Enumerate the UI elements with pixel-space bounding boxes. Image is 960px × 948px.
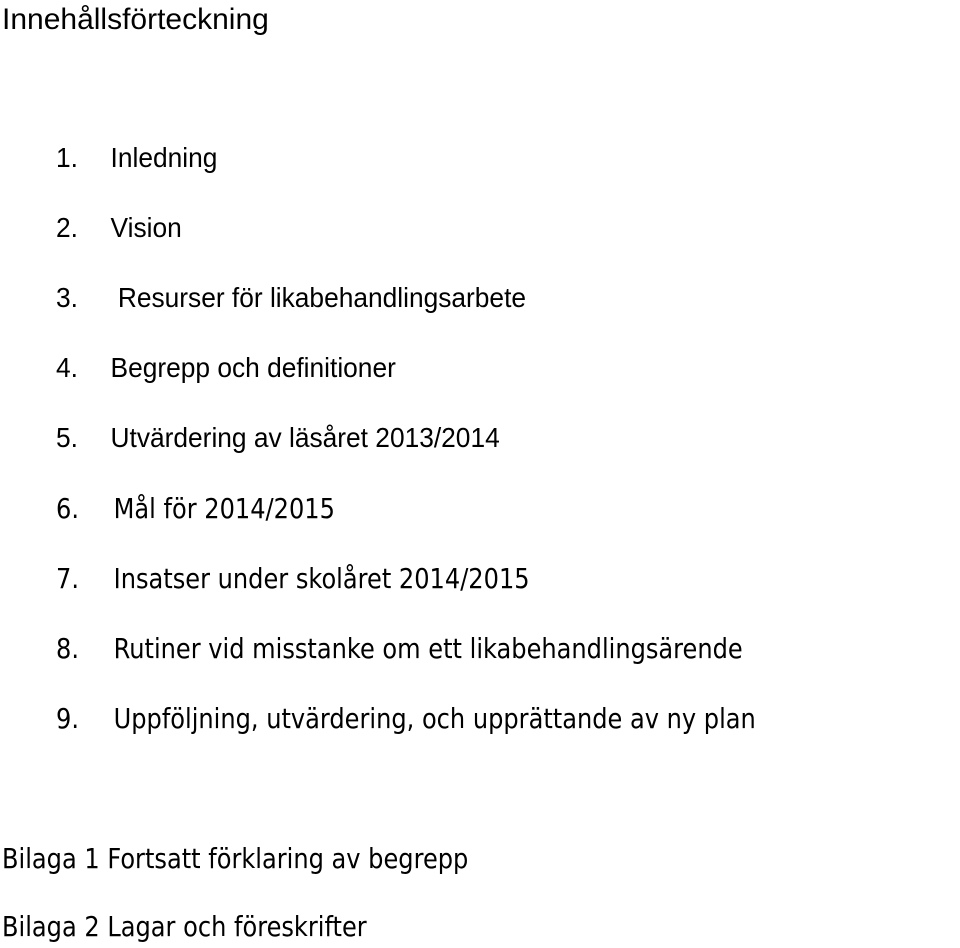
toc-item-text: Vision <box>110 212 182 243</box>
toc-item-text: Rutiner vid misstanke om ett likabehandlingsärende <box>113 632 743 665</box>
toc-item <box>56 418 500 458</box>
toc-item-number: 1. <box>56 142 78 173</box>
toc-item-text: Insatser under skolåret 2014/2015 <box>113 562 530 595</box>
appendix-item: Bilaga 2 Lagar och föreskrifter <box>2 910 367 943</box>
toc-item <box>56 208 182 248</box>
toc-item <box>56 278 526 318</box>
toc-item-number: 9. <box>56 702 79 735</box>
toc-item-number: 5. <box>56 422 78 453</box>
page-title: Innehållsförteckning <box>2 3 269 36</box>
toc-item-number: 7. <box>56 562 79 595</box>
toc-item <box>56 489 335 529</box>
toc-item <box>56 559 530 599</box>
toc-item-number: 4. <box>56 352 78 383</box>
toc-item-number: 8. <box>56 632 79 665</box>
toc-item-text: Mål för 2014/2015 <box>113 492 335 525</box>
toc-item-number: 2. <box>56 212 78 243</box>
toc-item <box>56 699 756 739</box>
toc-item-text: Resurser för likabehandlingsarbete <box>110 282 527 313</box>
toc-item <box>56 629 743 669</box>
toc-item-number: 3. <box>56 282 78 313</box>
toc-item-text: Inledning <box>110 142 218 173</box>
toc-item-text: Begrepp och definitioner <box>110 352 396 383</box>
toc-item-text: Uppföljning, utvärdering, och upprättande av ny plan <box>113 702 756 735</box>
toc-item-text: Utvärdering av läsåret 2013/2014 <box>110 422 500 453</box>
toc-item <box>56 348 396 388</box>
toc-item <box>56 138 217 178</box>
appendix-item: Bilaga 1 Fortsatt förklaring av begrepp <box>2 842 469 875</box>
toc-item-number: 6. <box>56 492 79 525</box>
